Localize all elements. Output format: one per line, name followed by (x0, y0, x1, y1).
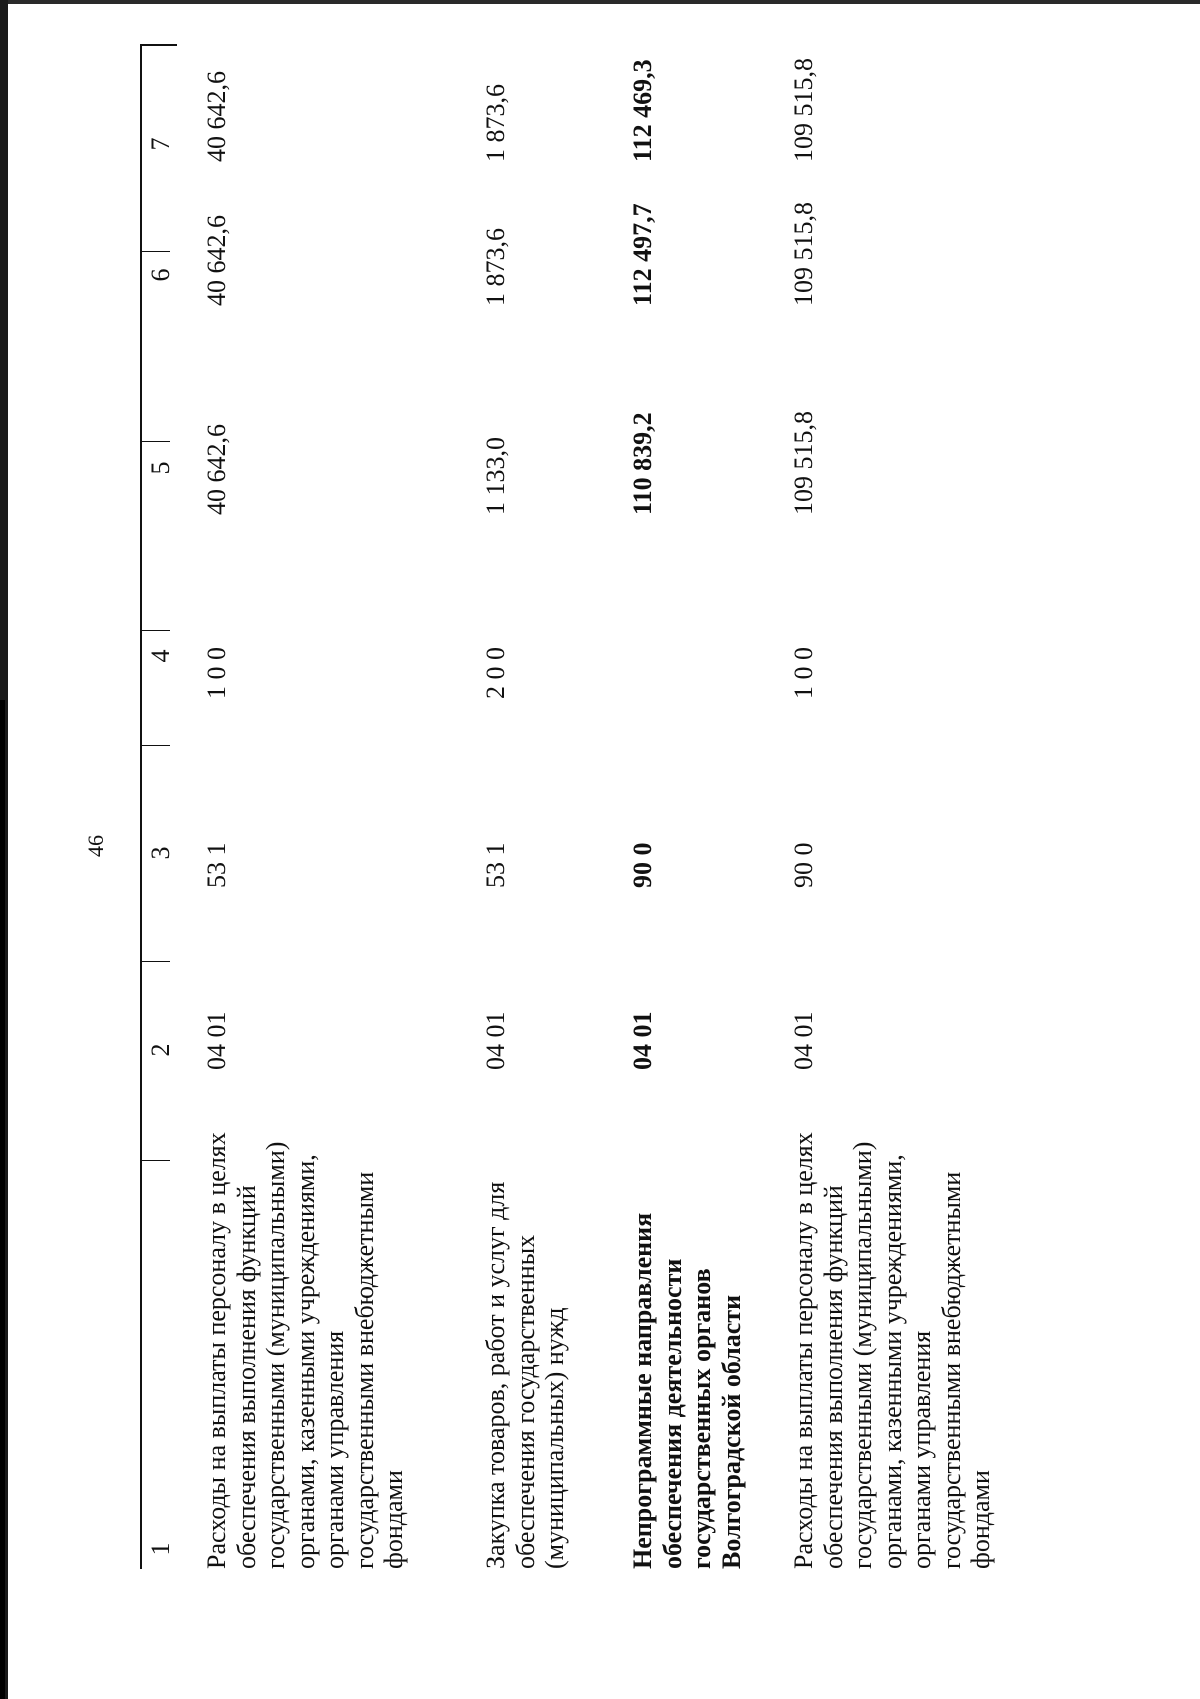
amount-col5: 110 839,2 (628, 412, 657, 515)
amount-col6: 1 873,6 (481, 228, 510, 306)
amount-col7: 112 469,3 (628, 59, 657, 162)
amount-col7: 40 642,6 (202, 71, 231, 162)
section-code: 04 01 (628, 1011, 657, 1070)
column-divider (140, 1160, 170, 1161)
column-header-7: 7 (146, 137, 175, 151)
row-description: Непрограммные направления обеспечения деятельности государственных органов Волгоградской области (628, 1212, 746, 1569)
column-header-2: 2 (146, 1043, 175, 1057)
column-divider (140, 745, 170, 746)
row-description: Расходы на выплаты персоналу в целях обеспечения выполнения функций государственными (муниципальными) органами, казенными учреждениями, органами управления государственными внебюджетными фондами (789, 1132, 995, 1569)
amount-col7: 1 873,6 (481, 84, 510, 162)
amount-col7: 109 515,8 (789, 58, 818, 162)
row-description: Расходы на выплаты персоналу в целях обеспечения выполнения функций государственными (муниципальными) органами, казенными учреждениями, органами управления государственными внебюджетными фондами (202, 1132, 408, 1569)
column-header-5: 5 (146, 461, 175, 475)
column-header-3: 3 (146, 846, 175, 860)
target-article-code: 90 0 (789, 842, 818, 888)
column-header-6: 6 (146, 268, 175, 282)
target-article-code: 53 1 (481, 842, 510, 888)
column-header-1: 1 (146, 1542, 175, 1556)
amount-col6: 109 515,8 (789, 202, 818, 306)
amount-col5: 109 515,8 (789, 411, 818, 515)
amount-col5: 40 642,6 (202, 424, 231, 515)
column-header-4: 4 (146, 649, 175, 663)
expense-type-code: 2 0 0 (481, 647, 510, 699)
section-code: 04 01 (789, 1011, 818, 1070)
expense-type-code: 1 0 0 (789, 647, 818, 699)
amount-col6: 112 497,7 (628, 203, 657, 306)
section-code: 04 01 (202, 1011, 231, 1070)
expense-type-code: 1 0 0 (202, 647, 231, 699)
row-description: Закупка товаров, работ и услуг для обеспечения государственных (муниципальных) нужд (481, 1181, 569, 1569)
table-top-rule (140, 44, 142, 1569)
target-article-code: 90 0 (628, 842, 657, 888)
table-right-edge-rule (140, 44, 177, 46)
section-code: 04 01 (481, 1011, 510, 1070)
page-number: 46 (83, 835, 108, 857)
target-article-code: 53 1 (202, 842, 231, 888)
amount-col5: 1 133,0 (481, 437, 510, 515)
column-divider (140, 961, 170, 962)
amount-col6: 40 642,6 (202, 215, 231, 306)
